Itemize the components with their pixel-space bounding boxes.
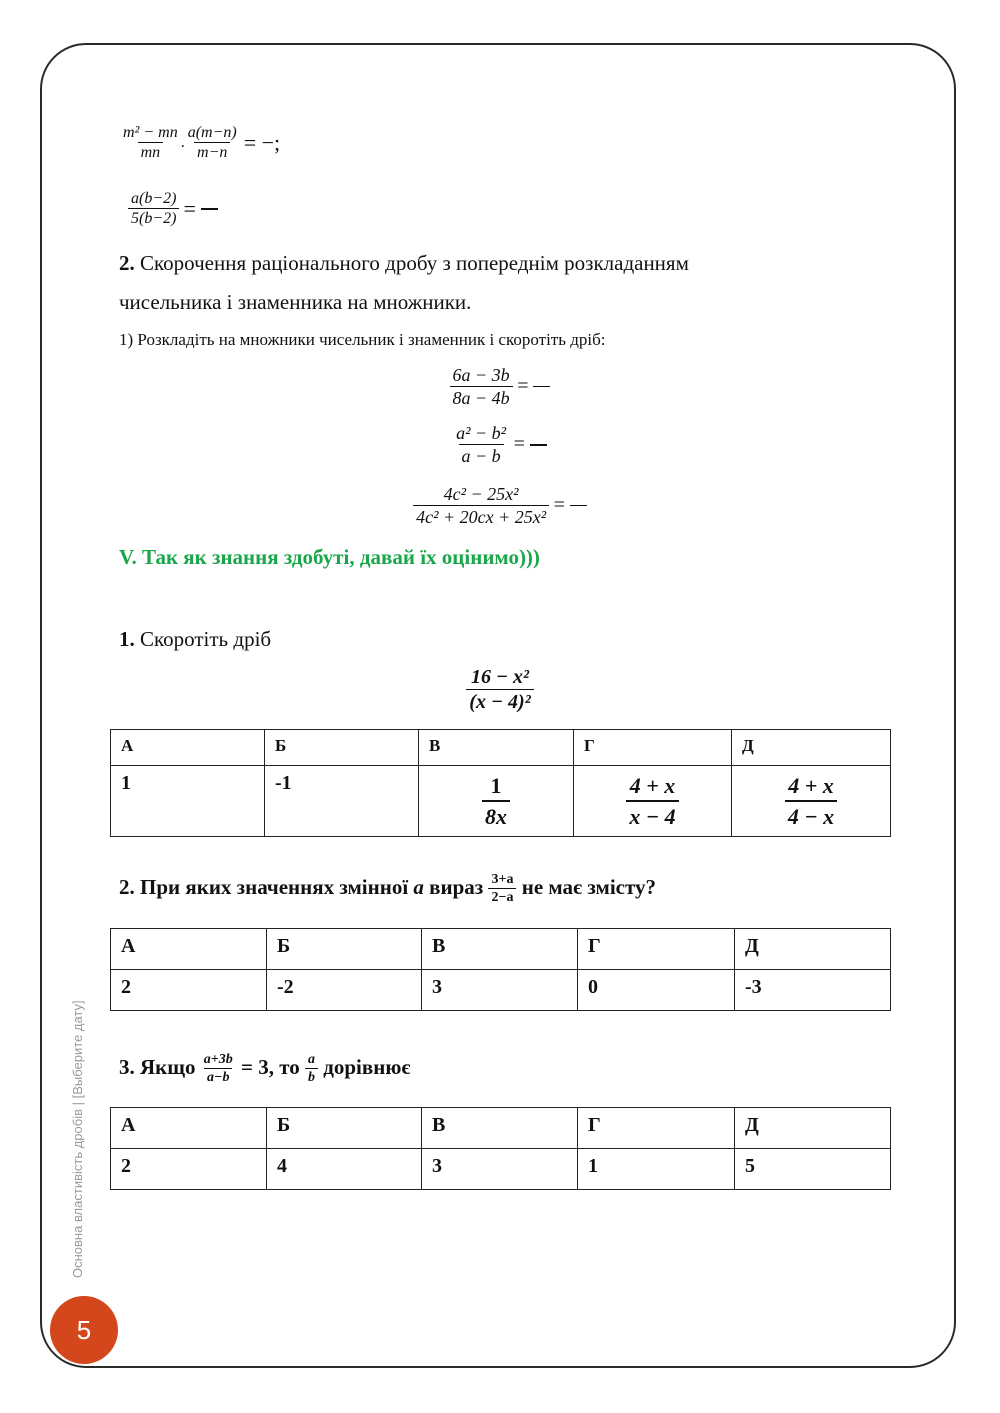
header-D: Д	[732, 730, 891, 766]
frac-den: 5(b−2)	[128, 208, 179, 228]
q2-answer-table	[110, 928, 891, 1011]
frac-num: 4 + x	[788, 773, 834, 798]
header-B: Б	[265, 730, 419, 766]
q3-answer-table	[110, 1107, 891, 1190]
answer-A[interactable]: 2	[111, 970, 267, 1011]
eq-tail: =	[183, 196, 196, 222]
frac-num: 16 − x²	[470, 666, 530, 688]
dot-op: .	[180, 134, 185, 152]
header-G: Г	[578, 929, 735, 970]
answer-G[interactable]: 0	[578, 970, 735, 1011]
q1-text: Скоротіть дріб	[140, 627, 272, 651]
answer-G[interactable]	[574, 766, 732, 837]
frac-num: a² − b²	[456, 423, 507, 443]
answer-V[interactable]	[419, 766, 574, 837]
section2-frac-1	[0, 365, 1000, 408]
frac-num: a(b−2)	[131, 190, 177, 207]
section2-instruction: 1) Розкладіть на множники чисельник і знаменник і скоротіть дріб:	[119, 330, 606, 349]
answer-B[interactable]: -2	[267, 970, 422, 1011]
header-V: В	[422, 929, 578, 970]
table-answer-row	[111, 766, 891, 837]
frac-den: a − b	[459, 444, 504, 467]
answer-B[interactable]: 4	[267, 1149, 422, 1190]
frac-den: b	[305, 1068, 318, 1086]
answer-D[interactable]	[732, 766, 891, 837]
frac-num: 6a − 3b	[452, 365, 510, 385]
frac-num: 3+a	[491, 872, 514, 887]
table-answer-row	[111, 1149, 891, 1190]
frac-den: (x − 4)²	[466, 689, 533, 714]
q1-fraction	[0, 666, 1000, 714]
section2-frac-3	[0, 484, 1000, 527]
q2-text-pre: 2. При яких значеннях змінної	[119, 874, 409, 899]
sidebar-footer-text: Основна властивість дробів | [Выберите дату]	[70, 1000, 85, 1278]
frac-num: 4c² − 25x²	[443, 484, 519, 504]
header-G: Г	[574, 730, 732, 766]
q2-text-post: не має змісту?	[521, 874, 657, 899]
answer-blank	[201, 208, 218, 210]
section2-frac-2	[0, 423, 1000, 466]
section2-text1: Скорочення раціонального дробу з попереднім розкладанням	[140, 251, 689, 275]
answer-blank	[530, 444, 547, 446]
answer-A[interactable]: 2	[111, 1149, 267, 1190]
header-D: Д	[735, 1108, 891, 1149]
frac-num: 1	[490, 773, 502, 798]
frac-den: 2−a	[488, 888, 516, 906]
frac-num: a(m−n)	[187, 124, 237, 141]
eq-sign: =	[517, 375, 529, 398]
table-answer-row	[111, 970, 891, 1011]
section2-line2: чисельника і знаменника на множники.	[119, 290, 472, 314]
q1-label	[119, 627, 271, 652]
frac-den: mn	[138, 142, 164, 162]
eq-sign: =	[513, 433, 525, 456]
header-B: Б	[267, 1108, 422, 1149]
q3-text-pre: 3. Якщо	[119, 1054, 196, 1079]
expr-top-1	[120, 124, 280, 163]
answer-G[interactable]: 1	[578, 1149, 735, 1190]
answer-D[interactable]: 5	[735, 1149, 891, 1190]
q3-label	[119, 1052, 410, 1086]
header-B: Б	[267, 929, 422, 970]
page-number-badge: 5	[50, 1296, 118, 1364]
frac-den: 4 − x	[785, 800, 837, 831]
table-header-row	[111, 929, 891, 970]
header-V: В	[422, 1108, 578, 1149]
q2-text-mid: вираз	[429, 874, 484, 899]
header-A: А	[111, 730, 265, 766]
frac-den: m−n	[194, 142, 230, 162]
header-G: Г	[578, 1108, 735, 1149]
expr-top-2	[128, 190, 218, 229]
table-header-row	[111, 730, 891, 766]
eq-tail: = −;	[243, 130, 281, 156]
frac-num: a	[308, 1052, 315, 1067]
frac-den: x − 4	[626, 800, 678, 831]
answer-blank	[533, 386, 550, 387]
q1-number: 1.	[119, 627, 135, 651]
frac-den: 8a − 4b	[450, 386, 513, 409]
answer-blank	[570, 505, 587, 506]
frac-num: m² − mn	[123, 124, 178, 141]
q3-text-post: дорівнює	[323, 1054, 411, 1079]
answer-V[interactable]: 3	[422, 970, 578, 1011]
q2-var: a	[413, 874, 424, 899]
eq-sign: =	[553, 494, 565, 517]
answer-D[interactable]: -3	[735, 970, 891, 1011]
answer-V[interactable]: 3	[422, 1149, 578, 1190]
q2-label	[119, 872, 656, 906]
header-A: А	[111, 929, 267, 970]
section5-heading: V. Так як знання здобуті, давай їх оцінимо)))	[119, 545, 540, 569]
q3-text-mid: = 3, то	[240, 1054, 300, 1079]
frac-den: 4c² + 20cx + 25x²	[413, 505, 549, 528]
frac-den: 8x	[482, 800, 510, 831]
answer-A[interactable]: 1	[111, 766, 265, 837]
answer-B[interactable]: -1	[265, 766, 419, 837]
table-header-row	[111, 1108, 891, 1149]
section2-number: 2.	[119, 251, 135, 275]
header-D: Д	[735, 929, 891, 970]
frac-num: 4 + x	[629, 773, 676, 798]
q1-answer-table	[110, 729, 891, 837]
frac-den: a−b	[204, 1068, 232, 1086]
section2-line1	[119, 251, 689, 276]
frac-num: a+3b	[203, 1052, 233, 1067]
header-V: В	[419, 730, 574, 766]
header-A: А	[111, 1108, 267, 1149]
